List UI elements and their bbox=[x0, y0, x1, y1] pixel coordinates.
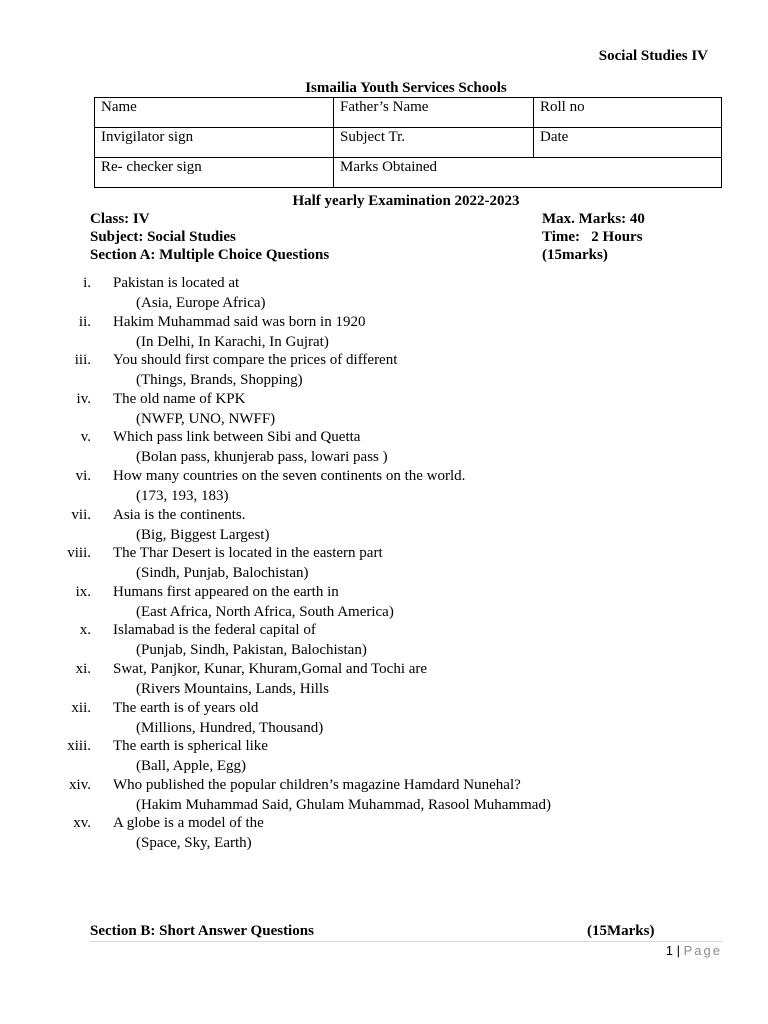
question-options: (Hakim Muhammad Said, Ghulam Muhammad, Rasool Muhammad) bbox=[136, 796, 551, 813]
invigilator-sign-cell[interactable]: Invigilator sign bbox=[95, 128, 334, 158]
question-text: Swat, Panjkor, Kunar, Khuram,Gomal and Tochi are bbox=[113, 661, 428, 677]
question-options: (Things, Brands, Shopping) bbox=[136, 372, 303, 389]
fathers-name-cell[interactable]: Father’s Name bbox=[334, 98, 534, 128]
question-number: x. bbox=[79, 622, 91, 639]
question-text: Which pass link between Sibi and Quetta bbox=[113, 429, 361, 446]
page-separator: | bbox=[676, 943, 680, 958]
question-options: (NWFP, UNO, NWFF) bbox=[136, 410, 276, 427]
question-text: Humans first appeared on the earth in bbox=[113, 583, 339, 600]
question-number: iv. bbox=[76, 390, 91, 407]
question-number: xii. bbox=[71, 699, 91, 716]
section-a-marks: (15marks) bbox=[542, 247, 608, 263]
question-text: The Thar Desert is located in the eastern part bbox=[113, 545, 383, 562]
question-number: xv. bbox=[73, 815, 91, 832]
section-b-marks: (15Marks) bbox=[587, 923, 655, 939]
question-number: xiv. bbox=[69, 776, 91, 793]
exam-title: Half yearly Examination 2022-2023 bbox=[292, 193, 520, 209]
marks-obtained-cell[interactable]: Marks Obtained bbox=[334, 158, 722, 188]
question-options: (Millions, Hundred, Thousand) bbox=[136, 719, 324, 736]
table-row bbox=[95, 128, 722, 158]
info-table bbox=[94, 97, 722, 188]
question-number: iii. bbox=[74, 352, 91, 369]
question-options: (Bolan pass, khunjerab pass, lowari pass ) bbox=[136, 449, 388, 466]
question-text: The earth is spherical like bbox=[113, 738, 268, 755]
subject-label: Social Studies IV bbox=[598, 48, 708, 64]
question-options: (East Africa, North Africa, South America) bbox=[136, 603, 394, 620]
class-label: Class: IV bbox=[90, 211, 150, 227]
question-options: (173, 193, 183) bbox=[136, 488, 229, 504]
question-text: Asia is the continents. bbox=[113, 506, 246, 523]
question-text: Hakim Muhammad said was born in 1920 bbox=[113, 313, 366, 330]
page-footer bbox=[666, 943, 722, 958]
table-row bbox=[95, 158, 722, 188]
question-text: The old name of KPK bbox=[113, 390, 246, 407]
question-options: (Sindh, Punjab, Balochistan) bbox=[136, 565, 309, 582]
rechecker-sign-cell[interactable]: Re- checker sign bbox=[95, 158, 334, 188]
footer-divider bbox=[90, 941, 722, 942]
question-options: (Space, Sky, Earth) bbox=[136, 835, 252, 852]
roll-no-cell[interactable]: Roll no bbox=[534, 98, 722, 128]
question-number: xi. bbox=[75, 661, 91, 677]
question-number: xiii. bbox=[67, 738, 91, 755]
question-options: (Punjab, Sindh, Pakistan, Balochistan) bbox=[136, 642, 367, 659]
question-options: (Ball, Apple, Egg) bbox=[136, 758, 246, 775]
table-row bbox=[95, 98, 722, 128]
question-options: (Asia, Europe Africa) bbox=[136, 295, 266, 311]
name-cell[interactable]: Name bbox=[95, 98, 334, 128]
question-options: (Rivers Mountains, Lands, Hills bbox=[136, 681, 329, 697]
page-number: 1 bbox=[665, 943, 673, 958]
question-options: (Big, Biggest Largest) bbox=[136, 526, 270, 543]
question-number: i. bbox=[83, 275, 91, 291]
page-word: Page bbox=[683, 943, 722, 958]
question-options: (In Delhi, In Karachi, In Gujrat) bbox=[136, 333, 329, 350]
question-text: You should first compare the prices of different bbox=[113, 352, 398, 369]
question-text: The earth is of years old bbox=[113, 699, 259, 716]
max-marks: Max. Marks: 40 bbox=[542, 211, 645, 227]
question-number: vi. bbox=[75, 468, 91, 484]
question-text: How many countries on the seven continents on the world. bbox=[113, 468, 466, 484]
date-cell[interactable]: Date bbox=[534, 128, 722, 158]
question-number: vii. bbox=[71, 506, 91, 523]
exam-time: Time: 2 Hours bbox=[542, 229, 643, 245]
question-text: Pakistan is located at bbox=[113, 275, 240, 291]
section-b-title: Section B: Short Answer Questions bbox=[90, 923, 314, 939]
question-number: v. bbox=[80, 429, 91, 446]
question-text: Who published the popular children’s magazine Hamdard Nunehal? bbox=[113, 776, 521, 793]
question-number: ix. bbox=[75, 583, 91, 600]
school-name: Ismailia Youth Services Schools bbox=[305, 80, 507, 96]
question-number: viii. bbox=[67, 545, 91, 562]
question-text: Islamabad is the federal capital of bbox=[113, 622, 316, 639]
subject-teacher-cell[interactable]: Subject Tr. bbox=[334, 128, 534, 158]
question-number: ii. bbox=[78, 313, 91, 330]
subject-info: Subject: Social Studies bbox=[90, 229, 236, 245]
question-text: A globe is a model of the bbox=[113, 815, 264, 832]
section-a-title: Section A: Multiple Choice Questions bbox=[90, 247, 330, 263]
